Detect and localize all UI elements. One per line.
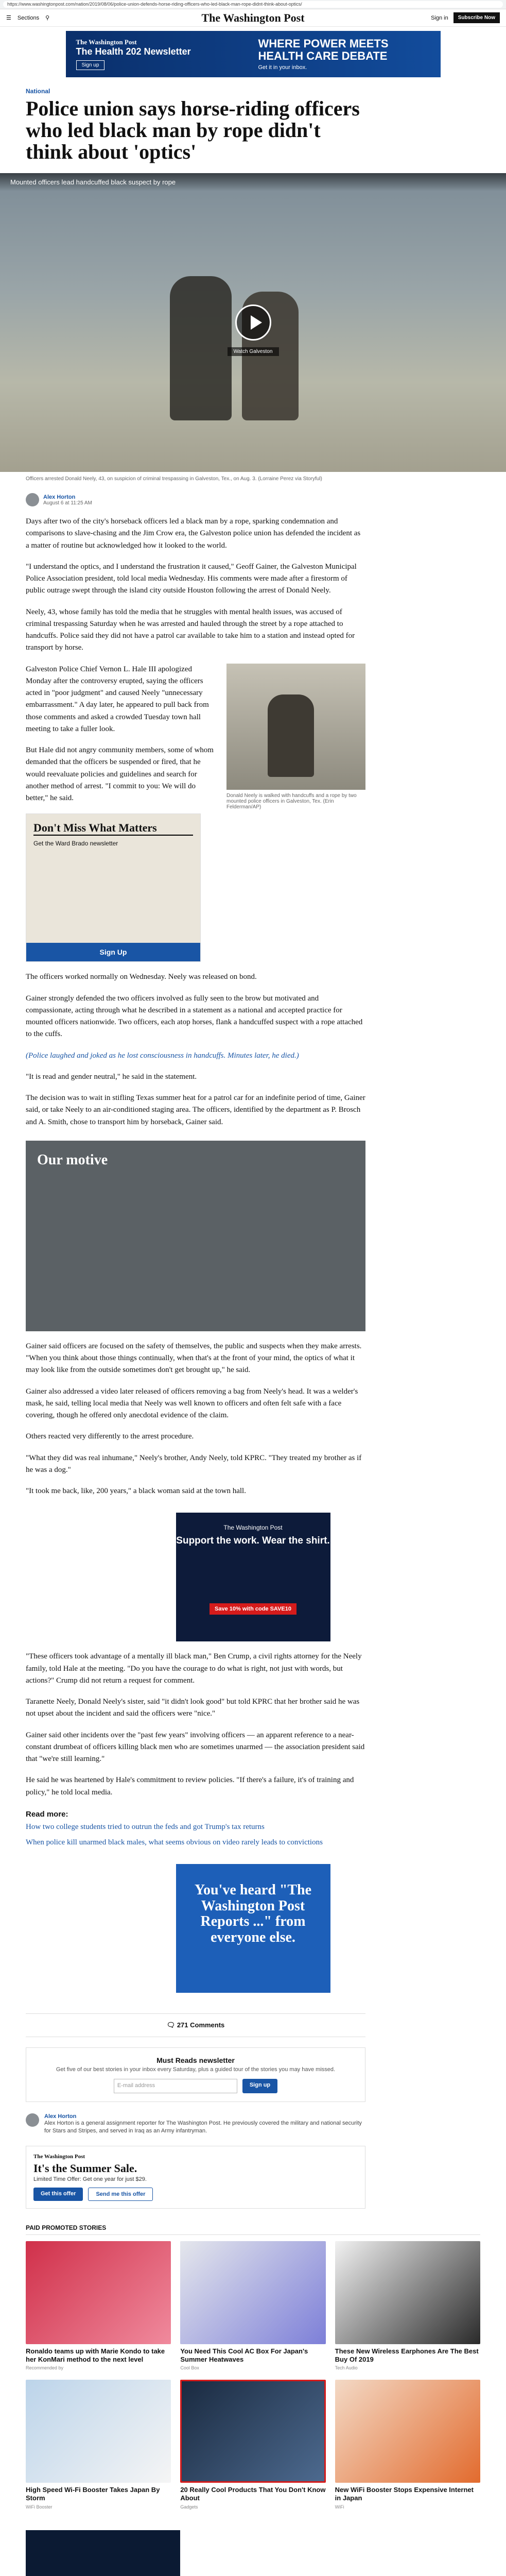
paragraph: The officers worked normally on Wednesday. Neely was released on bond.	[26, 973, 257, 981]
hamburger-icon[interactable]: ☰	[6, 15, 11, 21]
newsletter-signup-button[interactable]: Sign up	[242, 2079, 277, 2093]
newsletter-signup	[26, 2047, 365, 2102]
podcast-ad[interactable]	[176, 1864, 330, 1993]
site-logo[interactable]: The Washington Post	[201, 11, 305, 24]
section-kicker[interactable]: National	[26, 88, 50, 95]
offer-sub: Limited Time Offer: Get one year for just $29.	[33, 2176, 147, 2182]
headline: Police union says horse-riding officers who led black man by rope didn't think about 'optics'	[26, 97, 360, 163]
card-title: High Speed Wi-Fi Booster Takes Japan By Storm	[26, 2486, 160, 2502]
card-source: WiFi Booster	[26, 2504, 53, 2510]
author-bio-name[interactable]: Alex Horton	[44, 2113, 77, 2120]
card-title: Ronaldo teams up with Marie Kondo to take her KonMari method to the next level	[26, 2347, 165, 2363]
paragraph: Gainer said other incidents over the "past few years" involving officers — an apparent reference to a near-constant drumbeat of officers killing black men who are sometimes unarmed — the association president said that "we're still learning."	[26, 1731, 365, 1763]
paragraph: "What they did was real inhumane," Neely's brother, Andy Neely, told KPRC. "They treated my brother as if he was a dog."	[26, 1453, 362, 1474]
author-avatar[interactable]	[26, 493, 39, 506]
paragraph: "These officers took advantage of a mentally ill black man," Ben Crump, a civil rights attorney for the Neely family, told Hale at the meeting. "Do you have the courage to do what is right, not just with words, but actions?" Crump did not return a request for comment.	[26, 1652, 362, 1685]
newsletter-embed[interactable]	[26, 814, 201, 962]
watch-label: Watch Galveston	[228, 347, 279, 356]
byline	[26, 493, 365, 506]
merch-ad-code[interactable]: Save 10% with code SAVE10	[210, 1603, 296, 1615]
card-image	[180, 2380, 325, 2483]
paragraph: "It took me back, like, 200 years," a black woman said at the town hall.	[26, 1487, 246, 1495]
card-image	[180, 2241, 325, 2344]
newsletter-desc: Get five of our best stories in your inbox every Saturday, plus a guided tour of the stories you may have missed.	[56, 2066, 336, 2073]
promoted-card[interactable]	[180, 2380, 325, 2510]
promoted-stories	[26, 2224, 480, 2510]
send-offer-button[interactable]: Send me this offer	[88, 2188, 153, 2201]
card-source: Gadgets	[180, 2504, 198, 2510]
merch-ad-headline: Support the work. Wear the shirt.	[176, 1535, 330, 1547]
merch-ad[interactable]	[176, 1513, 330, 1641]
site-header	[0, 9, 506, 27]
paragraph: The decision was to wait in stifling Texas summer heat for a patrol car for an indefinite period of time, Gainer said, or take Neely to an air-conditioned staging area. The officers, identified by the department as P. Brosch and A. Smith, chose to transport him by horseback, Gainer said.	[26, 1094, 365, 1126]
play-icon[interactable]	[235, 304, 271, 341]
ad-newsletter-name: The Health 202 Newsletter	[76, 46, 191, 57]
paragraph: Neely, 43, whose family has told the media that he struggles with mental health issues, was accused of criminal trespassing Saturday when he was arrested and hauled through the street by a rope attached to handcuffs. Police said they did not have a patrol car available to take him to a station and instead opted for transport by horse.	[26, 607, 355, 652]
read-more-link[interactable]: When police kill unarmed black males, what seems obvious on video rarely leads to convictions	[26, 1838, 323, 1846]
read-more-link[interactable]: How two college students tried to outrun the feds and got Trump's tax returns	[26, 1822, 265, 1831]
comment-icon: 🗨	[166, 2021, 177, 2029]
paragraph: Days after two of the city's horseback officers led a black man by a rope, sparking condemnation and comparisons to slave-chasing and the Jim Crow era, the Galveston police union has defended the incident as a matter of routine but acknowledged how it looked to the world.	[26, 517, 361, 550]
ad-brand: The Washington Post	[76, 38, 137, 46]
promoted-card[interactable]	[335, 2380, 480, 2510]
card-source: Recommended by	[26, 2365, 64, 2371]
podcast-ad-text: You've heard "The Washington Post Reports ..." from everyone else.	[194, 1882, 312, 1946]
read-more-label: Read more:	[26, 1809, 68, 1819]
promoted-card[interactable]	[335, 2241, 480, 2371]
paragraph: Gainer strongly defended the two officers involved as fully seen to the brow but motivated and compassionate, acting through what he described in a statement as a national and accepted practice for mounted officers nationwide. Two officers, each atop horses, flank a handcuffed suspect with a rope attached to the cuffs.	[26, 994, 363, 1039]
promoted-card[interactable]	[26, 2380, 171, 2510]
subscribe-button[interactable]: Subscribe Now	[453, 12, 500, 23]
publish-date: August 6 at 11:25 AM	[43, 500, 92, 506]
promoted-heading: PAID PROMOTED STORIES	[26, 2224, 480, 2235]
card-source: WiFi	[335, 2504, 344, 2510]
card-image	[335, 2241, 480, 2344]
browser-address-bar	[0, 0, 506, 9]
photo-caption: Donald Neely is walked with handcuffs and a rope by two mounted police officers in Galveston, Tex. (Erin Felderman/AP)	[226, 792, 357, 810]
offer-title: It's the Summer Sale.	[33, 2161, 137, 2175]
hero-caption: Officers arrested Donald Neely, 43, on suspicion of criminal trespassing in Galveston, Tex., on Aug. 3. (Lorraine Perez via Storyful)	[26, 476, 322, 482]
ad-cta: Get it in your inbox.	[258, 64, 307, 71]
embed-cta-button[interactable]: Sign Up	[26, 943, 200, 961]
promoted-card[interactable]	[180, 2241, 325, 2371]
paragraph: "It is read and gender neutral," he said in the statement.	[26, 1072, 197, 1081]
signin-link[interactable]: Sign in	[431, 14, 448, 21]
promoted-card[interactable]	[26, 2241, 171, 2371]
related-link[interactable]: (Police laughed and joked as he lost consciousness in handcuffs. Minutes later, he died.)	[26, 1051, 299, 1060]
offer-brand: The Washington Post	[33, 2153, 85, 2160]
embed-sub: Get the Ward Brado newsletter	[33, 840, 118, 848]
paragraph: Others reacted very differently to the arrest procedure.	[26, 1432, 194, 1441]
video-title: Mounted officers lead handcuffed black suspect by rope	[0, 173, 506, 191]
paragraph: He said he was heartened by Hale's commitment to review policies. "If there's a failure, it's of training and policy," he told local media.	[26, 1776, 354, 1797]
author-bio	[26, 2113, 365, 2136]
paragraph: Taranette Neely, Donald Neely's sister, said "it didn't look good" but told KPRC that her brother said he was not upset about the incident and said the officers were "nice."	[26, 1698, 360, 1718]
paragraph: Gainer also addressed a video later released of officers removing a bag from Neely's head. It was a welder's mask, he said, telling local media that Neely was well known to officers and often felt safe with a face covering, though he offered only anecdotal evidence of the claim.	[26, 1387, 358, 1419]
search-icon[interactable]: ⚲	[45, 15, 50, 21]
card-image	[26, 2380, 171, 2483]
card-title: You Need This Cool AC Box For Japan's Summer Heatwaves	[180, 2347, 308, 2363]
card-source: Cool Box	[180, 2365, 199, 2371]
newsletter-title: Must Reads newsletter	[156, 2056, 235, 2064]
top-ad-banner[interactable]	[66, 31, 441, 77]
subscription-offer	[26, 2146, 365, 2209]
email-field[interactable]: E-mail address	[114, 2079, 237, 2093]
card-title: 20 Really Cool Products That You Don't Know About	[180, 2486, 326, 2502]
card-image	[26, 2241, 171, 2344]
card-title: These New Wireless Earphones Are The Best Buy Of 2019	[335, 2347, 479, 2363]
merch-ad-brand: The Washington Post	[223, 1524, 283, 1532]
author-bio-text: Alex Horton is a general assignment reporter for The Washington Post. He previously covered the military and national security for Stars and Stripes, and served in Iraq as an Army infantryman.	[44, 2120, 362, 2134]
photo-image[interactable]	[226, 664, 365, 790]
comments-count: 271 Comments	[177, 2021, 225, 2029]
democracy-ad[interactable]	[26, 2530, 180, 2576]
get-offer-button[interactable]: Get this offer	[33, 2188, 83, 2201]
sections-button[interactable]: Sections	[17, 14, 40, 21]
url-field[interactable]: https://www.washingtonpost.com/nation/2019/08/06/police-union-defends-horse-riding-officers-who-led-black-man-rope-didnt-think-about-optics/	[3, 1, 503, 8]
ad-signup-button[interactable]: Sign up	[76, 60, 105, 70]
paragraph: But Hale did not angry community members, some of whom demanded that the officers be suspended or fired, that he would reevaluate policies and guidelines and search for another method of arrest. "I commit to you: We will do better," he said.	[26, 746, 214, 802]
hero-video[interactable]	[0, 173, 506, 472]
paragraph: "I understand the optics, and I understand the frustration it caused," Geoff Gainer, the Galveston Municipal Police Association president, told local media Wednesday. His comments were made after a firestorm of public outrage swept through the island city outside Houston following the arrest of Donald Neely.	[26, 562, 357, 595]
inline-video-title: Our motive	[37, 1151, 108, 1168]
author-name[interactable]: Alex Horton	[43, 494, 76, 500]
author-avatar[interactable]	[26, 2113, 39, 2127]
inline-photo	[226, 664, 365, 810]
card-title: New WiFi Booster Stops Expensive Internet in Japan	[335, 2486, 474, 2502]
card-image	[335, 2380, 480, 2483]
paragraph: Galveston Police Chief Vernon L. Hale III apologized Monday after the controversy erupted, saying the officers acted in "poor judgment" and caused Neely "unnecessary embarrassment." A day later, he appeared to pull back from those comments and asked a crowded Tuesday town hall meeting to take a fuller look.	[26, 665, 209, 733]
inline-video[interactable]	[26, 1141, 365, 1331]
ad-tagline: WHERE POWER MEETS HEALTH CARE DEBATE	[258, 37, 389, 62]
paragraph: Gainer said officers are focused on the safety of themselves, the public and suspects when they make arrests. "When you think about those things continually, when that's at the front of your mind, the optics of what it may look like from the outside sometimes don't get brought up," he said.	[26, 1342, 362, 1375]
embed-title: Don't Miss What Matters	[33, 821, 193, 836]
card-source: Tech Audio	[335, 2365, 358, 2371]
horse-figure	[170, 276, 232, 420]
comments-button[interactable]	[26, 2013, 365, 2037]
